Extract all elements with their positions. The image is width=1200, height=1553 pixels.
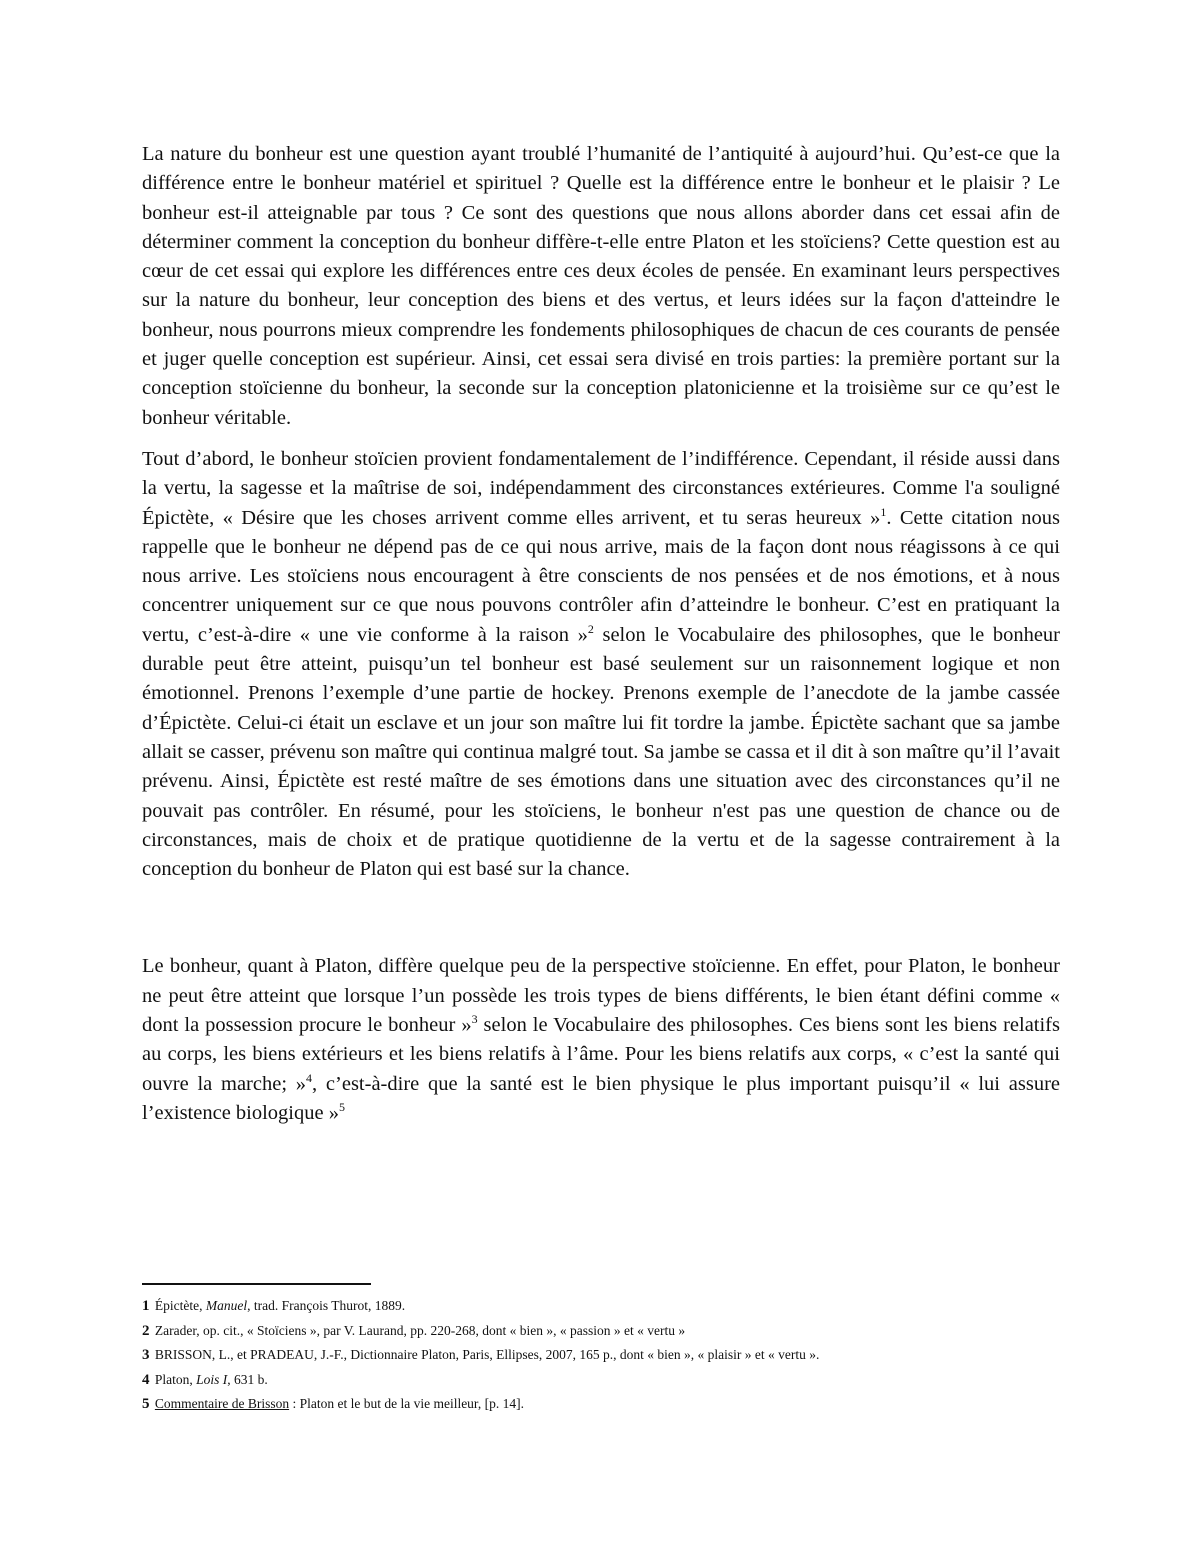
paragraph-text: Le bonheur, quant à Platon, diffère quelque peu de la perspective stoïcienne. En effet, pour Platon, le bonheur ne peut être atteint que lorsque l’un possède les trois types de biens différents, le bien étant défini comme « dont la possession procure le bonheur » (142, 955, 1060, 1037)
footnote-text: Zarader, op. cit., « Stoïciens », par V. Laurand, pp. 220-268, dont « bien », « passion » et « vertu » (151, 1322, 686, 1338)
footnote-text: BRISSON, L., et PRADEAU, J.-F., Dictionnaire Platon, Paris, Ellipses, 2007, 165 p., dont « bien », « plaisir » et « vertu ». (151, 1347, 820, 1362)
footnote-1 (142, 1294, 1060, 1319)
paragraph-text: La nature du bonheur est une question ayant troublé l’humanité de l’antiquité à aujourd’hui. Qu’est-ce que la différence entre le bonheur matériel et spirituel ? Quelle est la différence entre le bonheur et le plaisir ? Le bonheur est-il atteignable par tous ? Ce sont des questions que nous allons aborder dans cet essai afin de déterminer comment la conception du bonheur diffère-t-elle entre Platon et les stoïciens? Cette question est au cœur de cet essai qui explore les différences entre ces deux écoles de pensée. En examinant leurs perspectives sur la nature du bonheur, leur conception des biens et des vertus, et leurs idées sur la façon d'atteindre le bonheur, nous pourrons mieux comprendre les fondements philosophiques de chacun de ces courants de pensée et juger quelle conception est supérieur. Ainsi, cet essai sera divisé en trois parties: la première portant sur la conception stoïcienne du bonheur, la seconde sur la conception platonicienne et la troisième sur ce qu’est le bonheur véritable. (142, 143, 1060, 429)
paragraph-text: selon le Vocabulaire des philosophes. Ces biens sont les biens relatifs au corps, les biens extérieurs et les biens relatifs à l’âme. Pour les biens relatifs aux corps, « c’est la santé qui ouvre la marche; » (142, 1014, 1060, 1095)
paragraph-stoic-happiness (142, 445, 1060, 884)
footnote-text: Épictète, (151, 1298, 206, 1313)
footnote-reference-3[interactable]: 3 (471, 1012, 478, 1027)
paragraph-text: , c’est-à-dire que la santé est le bien physique le plus important puisqu’il « lui assure l’existence biologique » (142, 1072, 1060, 1124)
paragraph-platonic-happiness (142, 952, 1060, 1128)
footnote-title: Lois I (196, 1371, 228, 1387)
footnote-title: Manuel (205, 1298, 248, 1313)
footnote-5 (142, 1392, 1060, 1417)
footnote-number: 2 (142, 1322, 150, 1339)
paragraph-text: Tout d’abord, le bonheur stoïcien provient fondamentalement de l’indifférence. Cependant, il réside aussi dans la vertu, la sagesse et la maîtrise de soi, indépendamment des circonstances extérieures. Comme l'a souligné Épictète, « Désire que les choses arrivent comme elles arrivent, et tu seras heureux » (142, 447, 1060, 529)
footnote-source-link[interactable]: Commentaire de Brisson (154, 1396, 290, 1411)
paragraph-text: selon le Vocabulaire des philosophes, que le bonheur durable peut être atteint, puisqu’un tel bonheur est basé seulement sur un raisonnement logique et non émotionnel. Prenons l’exemple d’une partie de hockey. Prenons exemple de l’anecdote de la jambe cassée d’Épictète. Celui-ci était un esclave et un jour son maître lui fit tordre la jambe. Épictète sachant que sa jambe allait se casser, prévenu son maître qui continua malgré tout. Sa jambe se cassa et il dit à son maître qu’il l’avait prévenu. Ainsi, Épictète est resté maître de ses émotions dans une situation avec des circonstances qu’il ne pouvait pas contrôler. En résumé, pour les stoïciens, le bonheur n'est pas une question de chance ou de circonstances, mais de choix et de pratique quotidienne de la vertu et de la sagesse contrairement à la conception du bonheur de Platon qui est basé sur la chance. (142, 623, 1061, 881)
footnote-reference-4[interactable]: 4 (306, 1070, 313, 1085)
paragraph-text: . Cette citation nous rappelle que le bonheur ne dépend pas de ce qui nous arrive, mais de la façon dont nous réagissons à ce qui nous arrive. Les stoïciens nous encouragent à être conscients de nos pensées et de nos émotions, et à nous concentrer uniquement sur ce que nous pouvons contrôler afin d’atteindre le bonheur. C’est en pratiquant la vertu, c’est-à-dire « une vie conforme à la raison » (142, 506, 1060, 646)
footnote-4 (142, 1368, 1060, 1393)
footnote-number: 3 (142, 1347, 150, 1363)
footnote-number: 5 (142, 1396, 150, 1412)
footnote-number: 4 (142, 1371, 150, 1388)
footnote-reference-5[interactable]: 5 (338, 1100, 345, 1115)
paragraph-introduction (142, 140, 1060, 433)
footnote-separator (142, 1283, 371, 1285)
footnote-3 (142, 1343, 1060, 1368)
footnote-text: Platon, (151, 1371, 197, 1387)
footnote-text: , 631 b. (227, 1371, 268, 1387)
footnotes-section (142, 1294, 1060, 1417)
footnote-text: , trad. François Thurot, 1889. (247, 1298, 406, 1313)
footnote-text: : Platon et le but de la vie meilleur, [p. 14]. (289, 1396, 525, 1411)
essay-body (142, 140, 1060, 1128)
footnote-reference-1[interactable]: 1 (880, 504, 887, 519)
footnote-number: 1 (142, 1298, 150, 1314)
footnote-2 (142, 1319, 1060, 1344)
footnote-reference-2[interactable]: 2 (587, 621, 594, 636)
